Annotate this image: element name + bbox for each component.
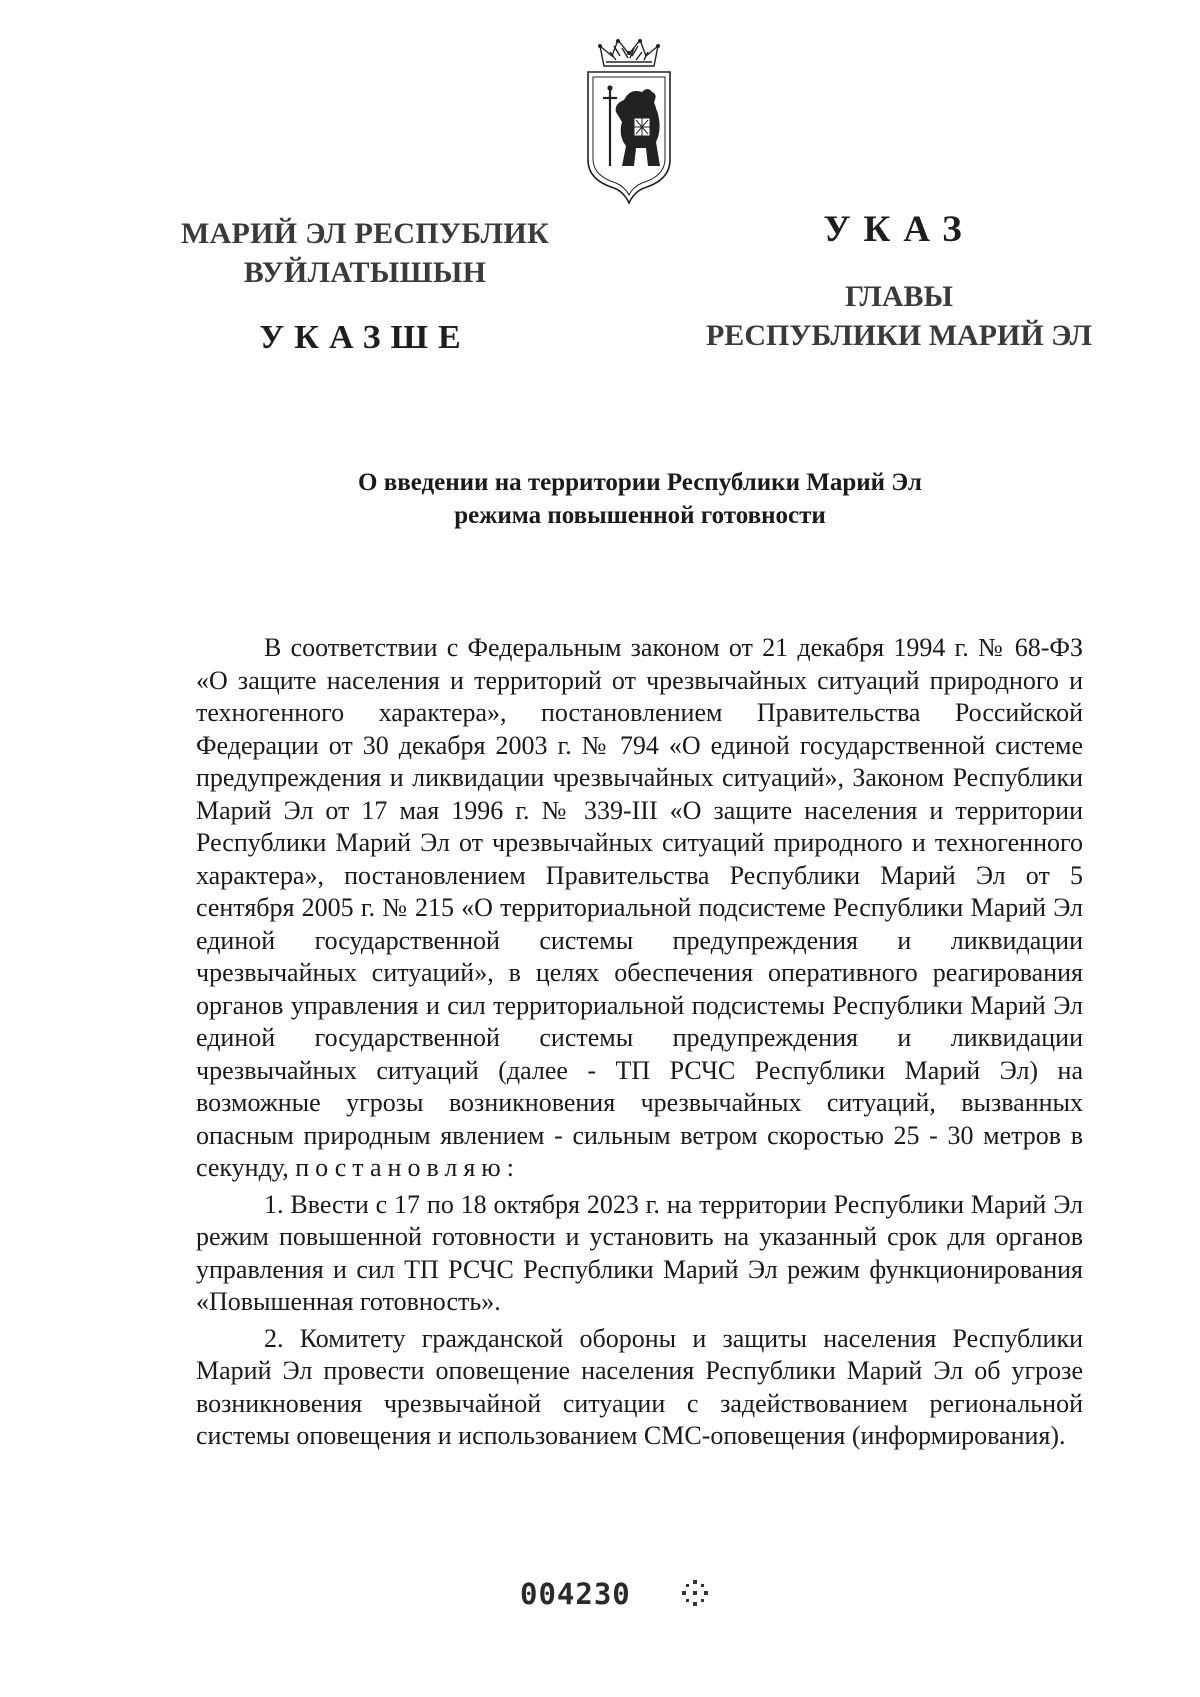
serial-number: 004230 bbox=[520, 1577, 631, 1611]
intro-text: В соответствии с Федеральным законом от 21 декабря 1994 г. № 68-ФЗ «О защите населения и территорий от чрезвычайных ситуаций природного и техногенного характера», постановлением Правительства Российской Федерации от 30 декабря 2003 г. № 794 «О единой государственной системе предупреждения и ликвидации чрезвычайных ситуаций», Законом Республики Марий Эл от 17 мая 1996 г. № 339-III «О защите населения и территории Республики Марий Эл от чрезвычайных ситуаций природного и техногенного характера», постановлением Правительства Республики Марий Эл от 5 сентября 2005 г. № 215 «О территориальной подсистеме Республики Марий Эл единой государственной системы предупреждения и ликвидации чрезвычайных ситуаций», в целях обеспечения оперативного реагирования органов управления и сил территориальной подсистемы Республики Марий Эл единой государственной системы предупреждения и ликвидации чрезвычайных ситуаций (далее - ТП РСЧС Республики Марий Эл) на возможные угрозы возникновения чрезвычайных ситуаций, вызванных опасным природным явлением - сильным ветром скоростью 25 - 30 метров в секунду, bbox=[196, 633, 1083, 1182]
header-left-line1: МАРИЙ ЭЛ РЕСПУБЛИК bbox=[180, 217, 550, 250]
header-left-doc-type: УКАЗШЕ bbox=[259, 319, 471, 356]
resolve-word: постановляю: bbox=[295, 1153, 520, 1182]
body-paragraph-item2: 2. Комитету гражданской обороны и защиты населения Республики Марий Эл провести оповещение населения Республики Марий Эл об угрозе возникновения чрезвычайной ситуации с задействованием региональной системы оповещения и использованием СМС-оповещения (информирования). bbox=[196, 1323, 1083, 1450]
header-right-line2: РЕСПУБЛИКИ МАРИЙ ЭЛ bbox=[705, 319, 1092, 352]
header-right-doc-type: УКАЗ bbox=[823, 209, 975, 250]
coat-of-arms-icon bbox=[584, 38, 674, 206]
title-line1: О введении на территории Республики Марий Эл bbox=[358, 469, 922, 496]
document-body bbox=[196, 632, 1083, 1453]
title-line2: режима повышенной готовности bbox=[454, 502, 826, 529]
body-paragraph-intro bbox=[196, 632, 1083, 1185]
header-left-line2: ВУЙЛАТЫШЫН bbox=[243, 256, 487, 289]
header-left bbox=[170, 214, 560, 357]
body-paragraph-item1: 1. Ввести с 17 по 18 октября 2023 г. на территории Республики Марий Эл режим повышенной готовности и установить на указанный срок для органов управления и сил ТП РСЧС Республики Марий Эл режим функционирования «Повышенная готовность». bbox=[196, 1189, 1083, 1316]
header-right bbox=[694, 210, 1104, 355]
header-right-line1: ГЛАВЫ bbox=[844, 280, 954, 313]
star-mark-icon bbox=[680, 1578, 710, 1608]
document-title bbox=[200, 466, 1080, 532]
